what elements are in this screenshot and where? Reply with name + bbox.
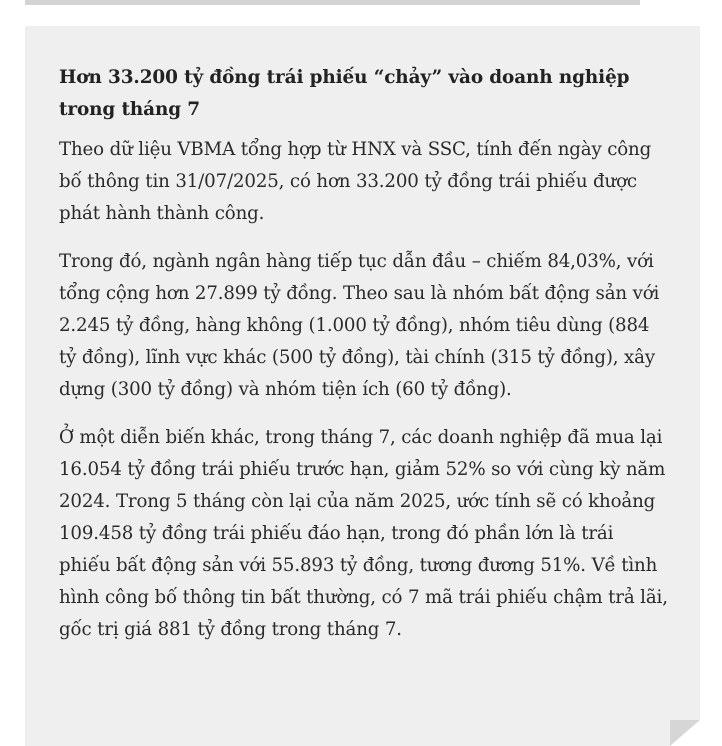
highlight-note-box bbox=[25, 26, 700, 746]
note-paragraph-2: Trong đó, ngành ngân hàng tiếp tục dẫn đầu – chiếm 84,03%, với tổng cộng hơn 27.899 tỷ đồng. Theo sau là nhóm bất động sản với 2.245 tỷ đồng, hàng không (1.000 tỷ đồng), nhóm tiêu dùng (884 tỷ đồng), lĩnh vực khác (500 tỷ đồng), tài chính (315 tỷ đồng), xây dựng (300 tỷ đồng) và nhóm tiện ích (60 tỷ đồng). bbox=[59, 251, 660, 400]
note-title: Hơn 33.200 tỷ đồng trái phiếu “chảy” vào doanh nghiệp trong tháng 7 bbox=[59, 67, 630, 120]
page-fold-corner bbox=[670, 720, 700, 746]
note-paragraph-1: Theo dữ liệu VBMA tổng hợp từ HNX và SSC, tính đến ngày công bố thông tin 31/07/2025, có hơn 33.200 tỷ đồng trái phiếu được phát hành thành công. bbox=[59, 139, 652, 224]
note-paragraph-3: Ở một diễn biến khác, trong tháng 7, các doanh nghiệp đã mua lại 16.054 tỷ đồng trái phiếu trước hạn, giảm 52% so với cùng kỳ năm 2024. Trong 5 tháng còn lại của năm 2025, ước tính sẽ có khoảng 109.458 tỷ đồng trái phiếu đáo hạn, trong đó phần lớn là trái phiếu bất động sản với 55.893 tỷ đồng, tương đương 51%. Về tình hình công bố thông tin bất thường, có 7 mã trái phiếu chậm trả lãi, gốc trị giá 881 tỷ đồng trong tháng 7. bbox=[59, 427, 668, 640]
top-divider-bar bbox=[25, 0, 640, 5]
